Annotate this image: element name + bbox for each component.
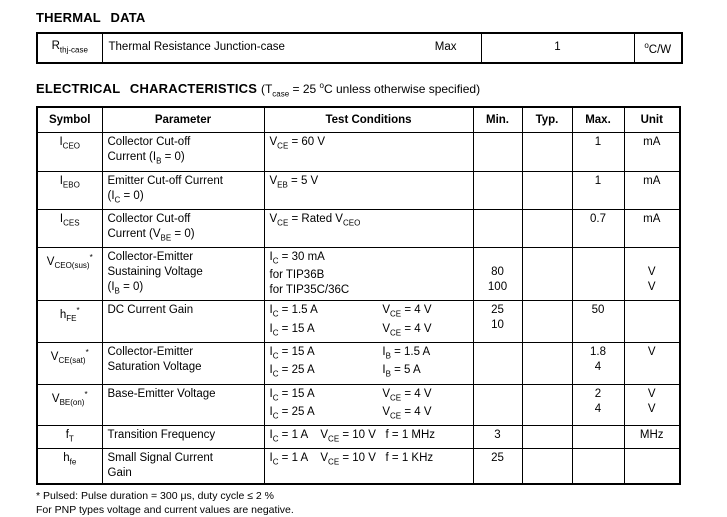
thermal-section-title-text: THERMAL DATA <box>36 10 146 25</box>
cell-min: 3 <box>473 426 522 449</box>
cell-min: 25 <box>473 449 522 485</box>
table-row <box>37 426 680 449</box>
cell-parameter: Emitter Cut-off Current $(I_C = 0)$ <box>102 171 264 209</box>
table-row <box>37 248 680 301</box>
cell-min <box>473 343 522 385</box>
cell-symbol: $V_{CE(sat)}^*$ <box>37 343 102 385</box>
cell-test-conditions: $I_C = 1$ A $V_{CE} = 10$ V f = 1 KHz <box>264 449 473 485</box>
column-header-test-conditions: Test Conditions <box>264 107 473 133</box>
cell-symbol: $h_{FE}^*$ <box>37 301 102 343</box>
cell-typ <box>522 248 572 301</box>
table-row <box>37 384 680 426</box>
cell-typ <box>522 301 572 343</box>
cell-min <box>473 384 522 426</box>
cell-symbol: $V_{CEO(sus)}^*$ <box>37 248 102 301</box>
footnote-pnp: For PNP types voltage and current values are negative. <box>36 503 294 516</box>
cell-typ <box>522 343 572 385</box>
cell-typ <box>522 449 572 485</box>
electrical-section-title-text: ELECTRICAL CHARACTERISTICS <box>36 80 258 96</box>
table-row <box>37 209 680 247</box>
thermal-parameter-cell <box>102 33 481 63</box>
cell-min <box>473 171 522 209</box>
cell-test-conditions: $I_C = 30$ mA for TIP36B for TIP35C/36C <box>264 248 473 301</box>
thermal-parameter-text: Thermal Resistance Junction-case <box>108 41 285 54</box>
cell-test-conditions: $I_C = 15$ A $I_B = 1.5$ A $I_C = 25$ A $I_B = 5$ A <box>264 343 473 385</box>
cell-test-conditions: $I_C = 15$ A $V_{CE} = 4$ V $I_C = 25$ A $V_{CE} = 4$ V <box>264 384 473 426</box>
cell-max: 1.8 4 <box>572 343 624 385</box>
cell-parameter: Small Signal Current Gain <box>102 449 264 485</box>
cell-test-conditions: $I_C = 1$ A $V_{CE} = 10$ V f = 1 MHz <box>264 426 473 449</box>
column-header-max: Max. <box>572 107 624 133</box>
footnote-pulsed: * Pulsed: Pulse duration = 300 μs, duty cycle ≤ 2 % <box>36 490 274 503</box>
cell-parameter: DC Current Gain <box>102 301 264 343</box>
cell-test-conditions: $V_{CE} = 60$ V <box>264 133 473 171</box>
thermal-section-title <box>36 10 683 25</box>
cell-symbol: $I_{CES}$ <box>37 209 102 247</box>
table-row <box>37 449 680 485</box>
cell-unit: V V <box>624 384 680 426</box>
cell-unit <box>624 301 680 343</box>
column-header-parameter: Parameter <box>102 107 264 133</box>
cell-parameter: Base-Emitter Voltage <box>102 384 264 426</box>
cell-unit: mA <box>624 133 680 171</box>
column-header-unit: Unit <box>624 107 680 133</box>
cell-typ <box>522 426 572 449</box>
thermal-table <box>36 32 683 64</box>
cell-symbol: $h_{fe}$ <box>37 449 102 485</box>
table-row <box>37 343 680 385</box>
cell-parameter: Collector-Emitter Saturation Voltage <box>102 343 264 385</box>
cell-max <box>572 426 624 449</box>
column-header-symbol: Symbol <box>37 107 102 133</box>
cell-typ <box>522 209 572 247</box>
electrical-section-note: ($T_{case} = 25$ $^o$C unless otherwise specified) <box>260 80 481 99</box>
electrical-table-header-row <box>37 107 680 133</box>
cell-test-conditions: $V_{EB} = 5$ V <box>264 171 473 209</box>
column-header-min: Min. <box>473 107 522 133</box>
cell-unit: V <box>624 343 680 385</box>
thermal-limit-label: Max <box>434 41 457 54</box>
cell-parameter: Collector Cut-off Current $(I_B = 0)$ <box>102 133 264 171</box>
cell-typ <box>522 133 572 171</box>
thermal-value-cell: 1 <box>481 33 634 63</box>
cell-unit: V V <box>624 248 680 301</box>
cell-test-conditions: $I_C = 1.5$ A $V_{CE} = 4$ V $I_C = 15$ A $V_{CE} = 4$ V <box>264 301 473 343</box>
cell-test-conditions: $V_{CE}$ = Rated $V_{CEO}$ <box>264 209 473 247</box>
cell-unit <box>624 449 680 485</box>
cell-parameter: Collector Cut-off Current $(V_{BE} = 0)$ <box>102 209 264 247</box>
cell-symbol: $f_T$ <box>37 426 102 449</box>
cell-min: 25 10 <box>473 301 522 343</box>
table-row <box>37 133 680 171</box>
cell-max: 2 4 <box>572 384 624 426</box>
thermal-symbol-cell: $R_{thj-case}$ <box>37 33 102 63</box>
cell-unit: mA <box>624 171 680 209</box>
cell-max: 0.7 <box>572 209 624 247</box>
electrical-section-title <box>36 81 683 98</box>
cell-typ <box>522 171 572 209</box>
cell-max <box>572 449 624 485</box>
cell-symbol: $V_{BE(on)}^*$ <box>37 384 102 426</box>
electrical-table <box>36 106 681 485</box>
cell-symbol: $I_{EBO}$ <box>37 171 102 209</box>
cell-min <box>473 133 522 171</box>
cell-min <box>473 209 522 247</box>
cell-max: 50 <box>572 301 624 343</box>
cell-max: 1 <box>572 133 624 171</box>
cell-max: 1 <box>572 171 624 209</box>
table-row <box>37 301 680 343</box>
column-header-typ: Typ. <box>522 107 572 133</box>
cell-unit: MHz <box>624 426 680 449</box>
cell-min: 80 100 <box>473 248 522 301</box>
cell-parameter: Collector-Emitter Sustaining Voltage $(I_B = 0)$ <box>102 248 264 301</box>
cell-parameter: Transition Frequency <box>102 426 264 449</box>
cell-unit: mA <box>624 209 680 247</box>
cell-symbol: $I_{CEO}$ <box>37 133 102 171</box>
cell-typ <box>522 384 572 426</box>
thermal-unit-cell: $^o$C/W <box>634 33 682 63</box>
table-row <box>37 171 680 209</box>
thermal-table-row <box>37 33 682 63</box>
cell-max <box>572 248 624 301</box>
footnotes <box>36 490 683 517</box>
